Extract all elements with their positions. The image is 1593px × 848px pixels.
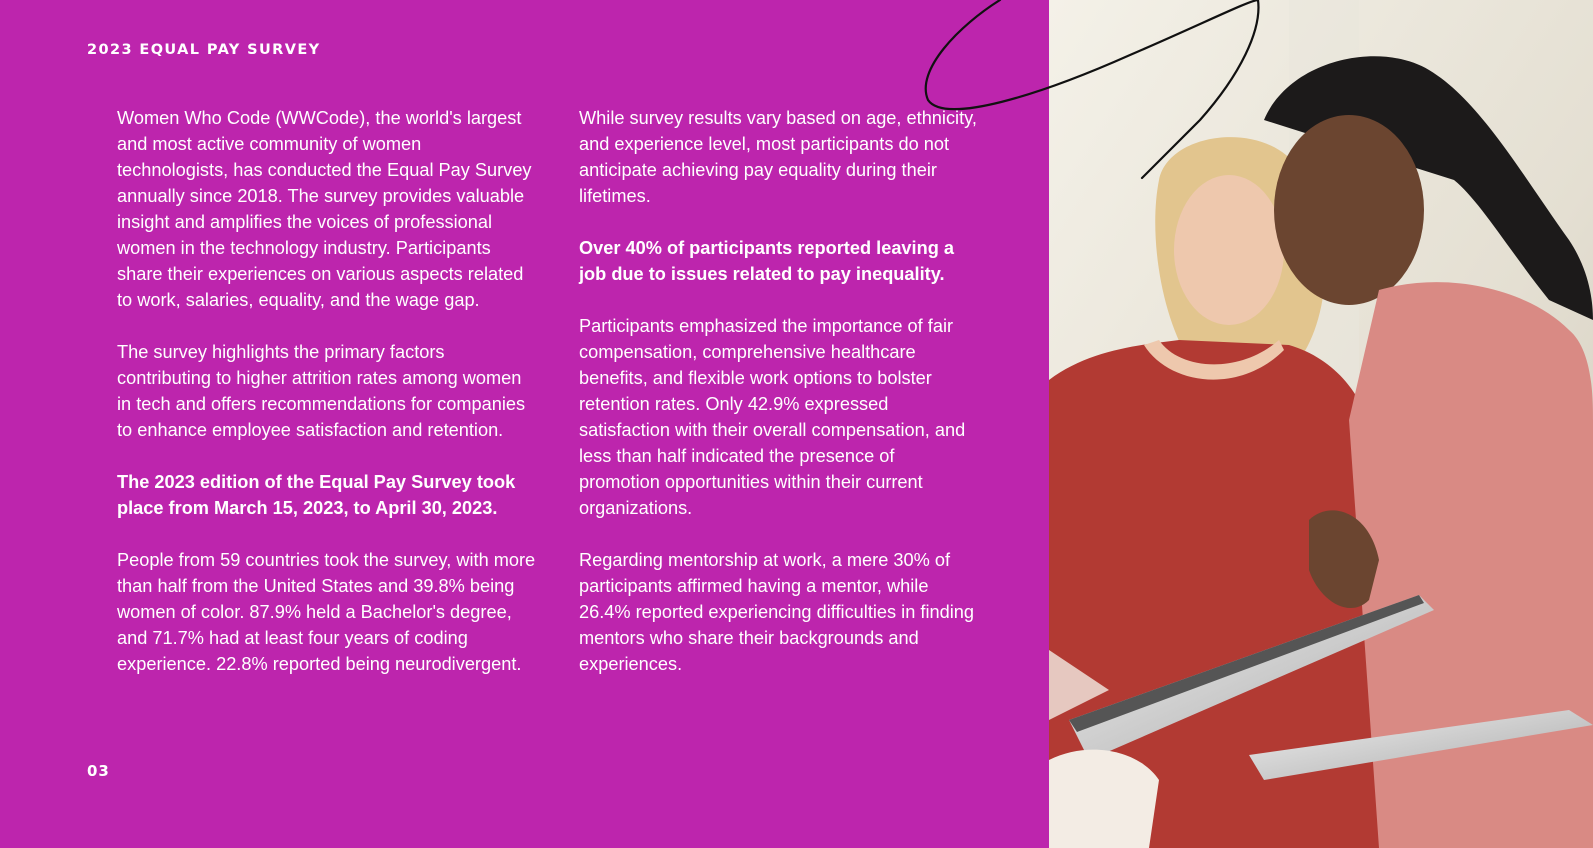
compensation-paragraph: Participants emphasized the importance of fair compensation, comprehensive healthcare benefits, and flexible work options to bolster retention rates. Only 42.9% expressed satisfaction with their overall compensation, and less than half indicated the presence of promotion opportunities within their current organizations. xyxy=(579,316,966,518)
mentorship-paragraph: Regarding mentorship at work, a mere 30% of participants affirmed having a mentor, while 26.4% reported experiencing difficulties in finding mentors who share their backgrounds and experiences. xyxy=(579,550,974,674)
attrition-paragraph: The survey highlights the primary factors contributing to higher attrition rates among women in tech and offers recommendations for companies to enhance employee satisfaction and retention. xyxy=(117,342,526,440)
left-text-column xyxy=(117,105,537,703)
leaving-job-paragraph: Over 40% of participants reported leaving a job due to issues related to pay inequality. xyxy=(579,238,954,284)
survey-dates-paragraph: The 2023 edition of the Equal Pay Survey took place from March 15, 2023, to April 30, 2023. xyxy=(117,472,516,518)
report-title: 2023 EQUAL PAY SURVEY xyxy=(87,42,321,58)
intro-paragraph: Women Who Code (WWCode), the world's largest and most active community of women technologists, has conducted the Equal Pay Survey annually since 2018. The survey provides valuable insight and amplifies the voices of professional women in the technology industry. Participants share their experiences on various aspects related to work, salaries, equality, and the wage gap. xyxy=(117,108,532,310)
right-text-column xyxy=(579,105,979,703)
page-number: 03 xyxy=(87,762,110,780)
demographics-paragraph: People from 59 countries took the survey, with more than half from the United States and 39.8% being women of color. 87.9% held a Bachelor's degree, and 71.7% had at least four years of coding experience. 22.8% reported being neurodivergent. xyxy=(117,550,536,674)
photo-two-women-with-tablet xyxy=(1049,0,1593,848)
pay-equality-paragraph: While survey results vary based on age, ethnicity, and experience level, most participants do not anticipate achieving pay equality during their lifetimes. xyxy=(579,108,977,206)
